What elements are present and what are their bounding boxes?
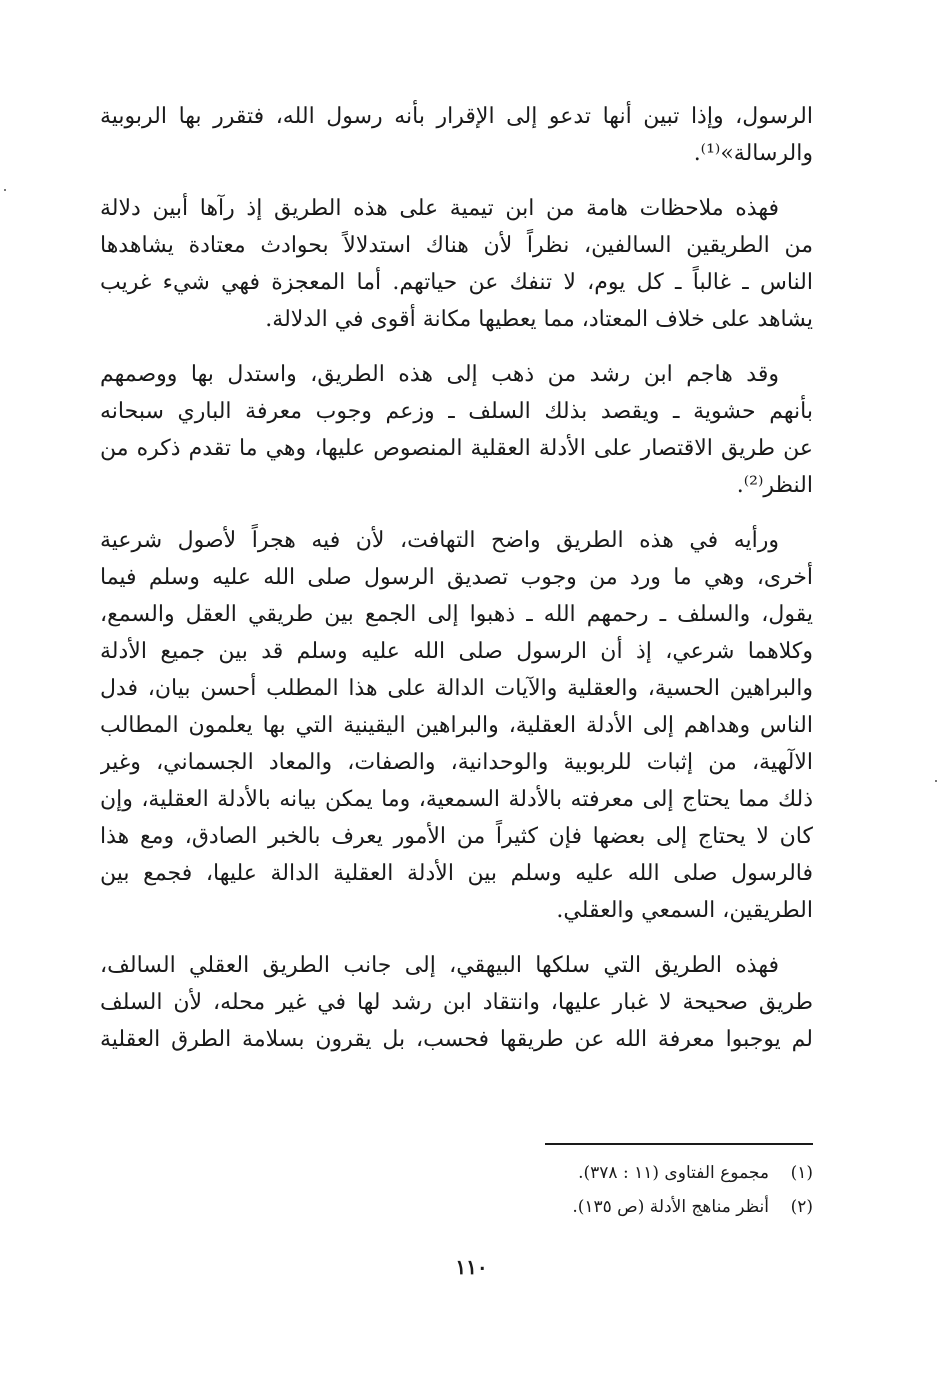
text-line: ورأيه في هذه الطريق واضح التهافت، لأن فيه هجراً لأصول شرعية (100, 528, 779, 553)
footnote-text: أنظر مناهج الأدلة (ص ١٣٥). (572, 1197, 769, 1217)
paragraph-5 (100, 947, 813, 1058)
text-line: لم يوجبوا معرفة الله عن طريقها فحسب، بل يقرون بسلامة الطرق العقلية (100, 1027, 813, 1052)
text-line: من الطريقين السالفين، نظراً لأن هناك استدلالاً بحوادث معتادة يشاهدها (100, 233, 813, 258)
text-line: الناس وهداهم إلى الأدلة العقلية، والبراهين اليقينية التي بها يعلمون المطالب (100, 713, 813, 738)
text-line: طريق صحيحة لا غبار عليها، وانتقاد ابن رشد لها في غير محله، لأن السلف (100, 990, 813, 1015)
paragraph-3 (100, 356, 813, 504)
text-line: والبراهين الحسية، والعقلية والآيات الدالة على هذا المطلب أحسن بيان، فدل (100, 676, 813, 701)
footnote-item (213, 1156, 813, 1190)
page-number: ١١٠ (455, 1255, 488, 1279)
footnote-divider (545, 1143, 813, 1145)
text-line: بأنهم حشوية ـ ويقصد بذلك السلف ـ وزعم وجوب معرفة الباري سبحانه (100, 399, 813, 424)
text-line: يقول، والسلف ـ رحمهم الله ـ ذهبوا إلى الجمع بين طريقي العقل والسمع، (100, 602, 813, 627)
text-line: ذلك مما يحتاج إلى معرفته بالأدلة السمعية، وما يمكن بيانه بالأدلة العقلية، وإن (100, 787, 813, 812)
footnote-number: (٢) (790, 1197, 813, 1217)
scan-speck (935, 780, 937, 782)
paragraph-2 (100, 190, 813, 338)
text-line: الرسول، وإذا تبين أنها تدعو إلى الإقرار بأنه رسول الله، فتقرر بها الربوبية (100, 104, 813, 129)
footnote-item (213, 1190, 813, 1224)
text-line: والرسالة»⁽¹⁾. (693, 141, 813, 166)
paragraph-1 (100, 98, 813, 172)
text-line: عن طريق الاقتصار على الأدلة العقلية المنصوص عليها، وهي ما تقدم ذكره من (100, 436, 813, 461)
text-line: فهذه ملاحظات هامة من ابن تيمية على هذه الطريق إذ رآها أبين دلالة (100, 196, 779, 221)
text-line: فالرسول صلى الله عليه وسلم بين الأدلة العقلية الدالة عليها، فجمع بين (100, 861, 813, 886)
text-line: أخرى، وهي ما ورد من وجوب تصديق الرسول صلى الله عليه وسلم فيما (100, 565, 813, 590)
footnotes (213, 1156, 813, 1224)
text-line: وقد هاجم ابن رشد من ذهب إلى هذه الطريق، واستدل بها ووصمهم (100, 362, 779, 387)
text-line: وكلاهما شرعي، إذ أن الرسول صلى الله عليه وسلم قد بين جميع الأدلة (100, 639, 813, 664)
text-line: الناس ـ غالباً ـ كل يوم، لا تنفك عن حياتهم. أما المعجزة فهي شيء غريب (100, 270, 813, 295)
scan-speck (4, 189, 6, 191)
page-body (100, 98, 813, 1076)
text-line: يشاهد على خلاف المعتاد، مما يعطيها مكانة أقوى في الدلالة. (265, 307, 813, 332)
text-line: الالٓهية، من إثبات للربوبية والوحدانية، والصفات، والمعاد الجسماني، وغير (100, 750, 813, 775)
text-line: فهذه الطريق التي سلكها البيهقي، إلى جانب الطريق العقلي السالف، (100, 953, 779, 978)
text-line: الطريقين، السمعي والعقلي. (556, 898, 813, 923)
paragraph-4 (100, 522, 813, 929)
footnote-number: (١) (790, 1163, 813, 1183)
text-line: كان لا يحتاج إلى بعضها فإن كثيراً من الأمور يعرف بالخبر الصادق، ومع هذا (100, 824, 813, 849)
footnote-text: مجموع الفتاوى (١١ : ٣٧٨). (578, 1163, 769, 1183)
text-line: النظر⁽²⁾. (736, 473, 813, 498)
